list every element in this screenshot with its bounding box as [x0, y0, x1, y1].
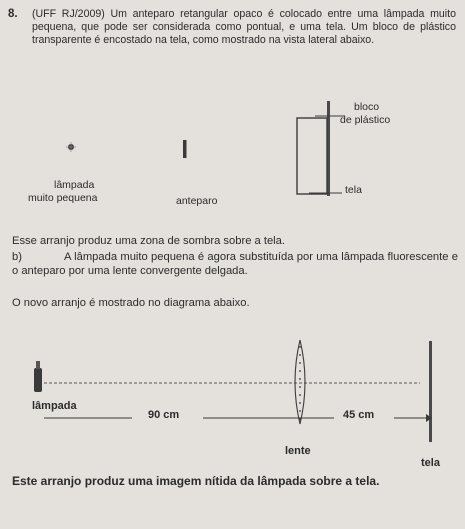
block-label-line2: de plástico [340, 114, 391, 126]
tela-label-fig2: tela [421, 457, 440, 469]
tela-label-fig1: tela [345, 184, 362, 196]
lamp-label-fig2: lâmpada [32, 400, 77, 412]
question-number: 8. [8, 8, 18, 20]
distance-45cm: 45 cm [343, 409, 375, 421]
lens-shape [295, 340, 305, 424]
question-intro: (UFF RJ/2009) Um anteparo retangular opaco é colocado entre uma lâmpada muito pequena, que pode ser considerada como pontual, e uma tela. Um bloco de plástico transparente é encostado na tela, como mostrado na vista lateral abaixo. [32, 8, 456, 47]
new-arrangement-text: O novo arranjo é mostrado no diagrama abaixo. [12, 297, 250, 309]
lamp-label-line2: muito pequena [28, 192, 98, 204]
part-b-letter: b) [12, 251, 22, 263]
shadow-zone-text: Esse arranjo produz uma zona de sombra sobre a tela. [12, 235, 286, 247]
anteparo-label: anteparo [176, 195, 218, 207]
fluorescent-lamp-icon [34, 361, 42, 392]
conclusion-text: Este arranjo produz uma imagem nítida da lâmpada sobre a tela. [12, 474, 380, 488]
part-b-text: A lâmpada muito pequena é agora substituída por uma lâmpada fluorescente e o anteparo por uma lente convergente delgada. [12, 251, 458, 277]
lens-label: lente [285, 445, 311, 457]
block-label-line1: bloco [354, 101, 380, 113]
distance-90cm: 90 cm [148, 409, 180, 421]
tela-screen-shape-fig2 [429, 341, 432, 442]
lamp-label-line1: lâmpada [54, 179, 95, 191]
